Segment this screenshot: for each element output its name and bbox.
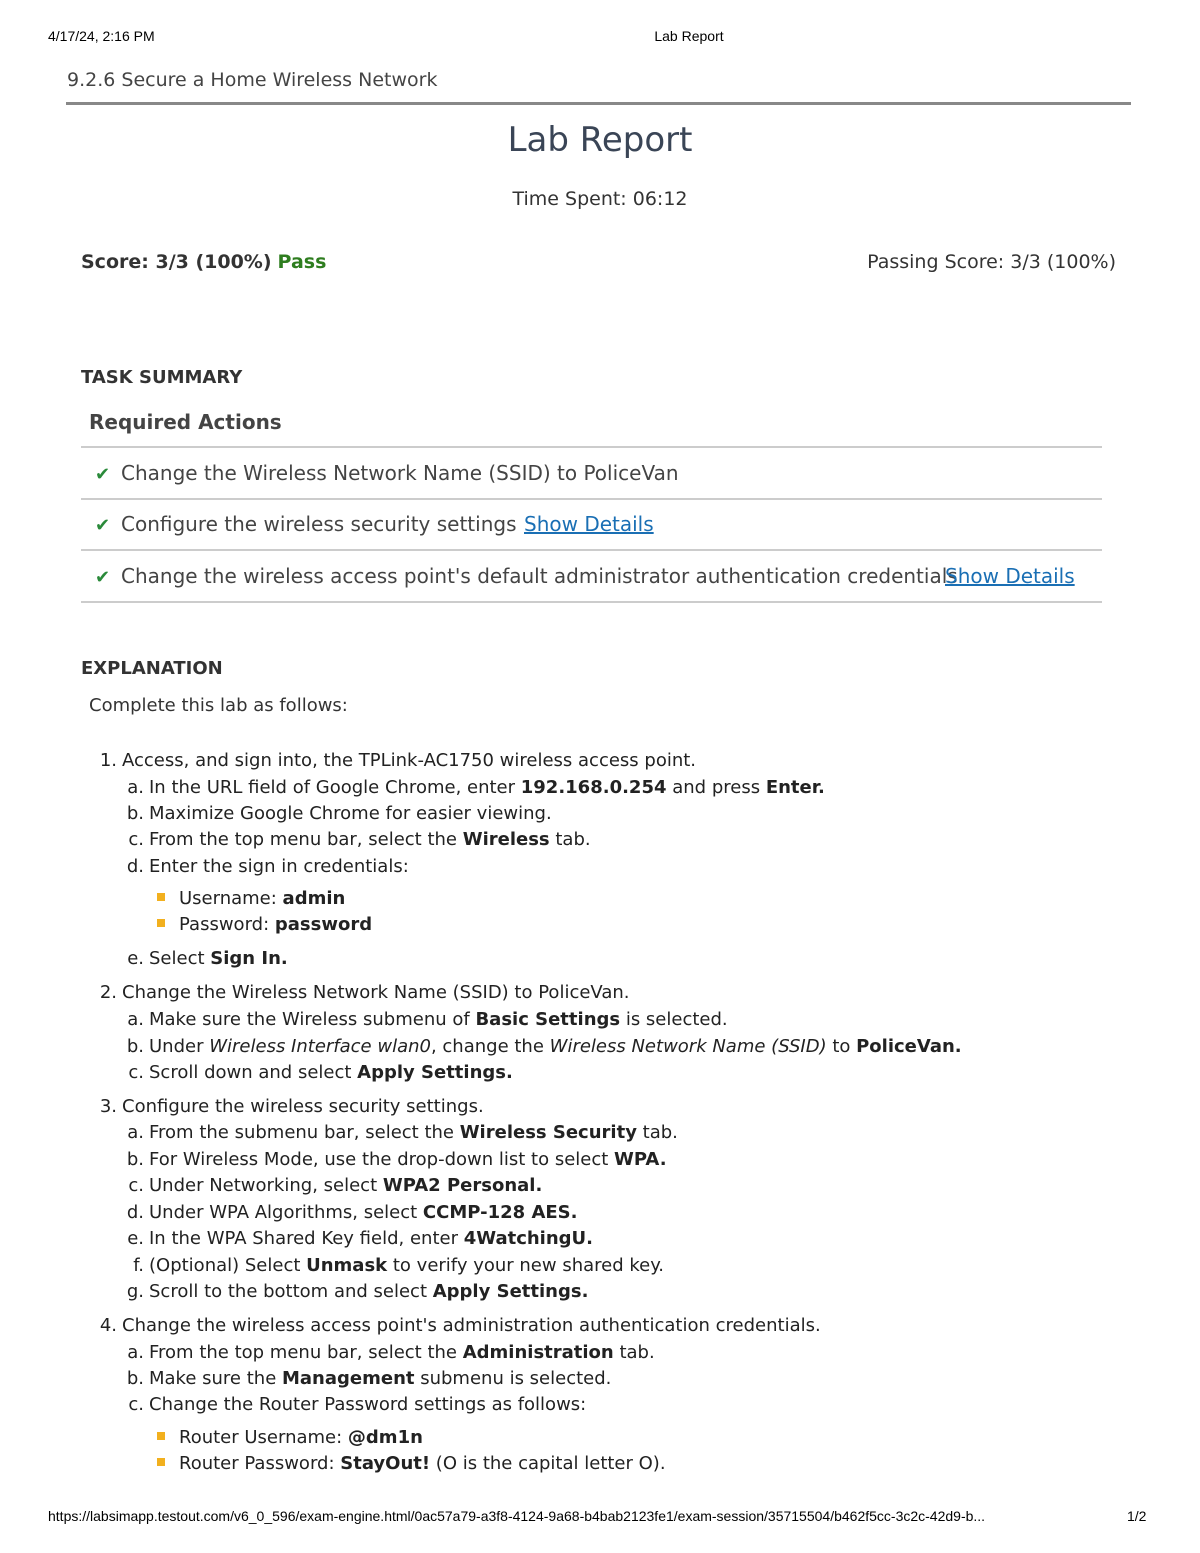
step-2 xyxy=(95,982,630,1003)
task-summary-heading: TASK SUMMARY xyxy=(81,367,243,388)
action-label: Change the wireless access point's default administrator authentication credentials xyxy=(121,564,958,588)
page-url: https://labsimapp.testout.com/v6_0_596/exam-engine.html/0ac57a79-a3f8-4124-9a68-b4bab2123fe1/exam-session/35715504/b462f5cc-3c2c-42d9-b... xyxy=(48,1508,986,1524)
step-3 xyxy=(95,1096,484,1117)
substep-letter: f. xyxy=(133,1255,144,1276)
passing-score: Passing Score: 3/3 (100%) xyxy=(867,251,1116,273)
text: Maximize Google Chrome for easier viewing. xyxy=(149,803,552,824)
text: , change the xyxy=(430,1036,550,1057)
step-4c-bullet-1 xyxy=(157,1427,423,1448)
required-action-2 xyxy=(95,512,517,542)
title-divider xyxy=(66,102,1131,105)
substep-letter: c. xyxy=(128,1394,144,1415)
step-1b xyxy=(124,803,552,824)
pass-status: Pass xyxy=(277,251,327,273)
action-label: Change the Wireless Network Name (SSID) to PoliceVan xyxy=(121,461,679,485)
step-4b xyxy=(124,1368,611,1389)
text: to verify your new shared key. xyxy=(387,1255,665,1276)
text: In the URL field of Google Chrome, enter xyxy=(149,777,521,798)
substep-letter: a. xyxy=(127,1342,144,1363)
emphasis: Unmask xyxy=(306,1255,388,1276)
checkmark-icon: ✔ xyxy=(95,567,111,588)
substep-letter: b. xyxy=(126,1368,144,1389)
step-3d xyxy=(124,1202,577,1223)
italic-term: Wireless Interface wlan0 xyxy=(209,1036,431,1057)
explanation-intro: Complete this lab as follows: xyxy=(89,695,348,716)
text: Enter the sign in credentials: xyxy=(149,856,409,877)
square-bullet-icon xyxy=(157,919,165,927)
emphasis: Basic Settings xyxy=(475,1009,621,1030)
step-4a xyxy=(124,1342,655,1363)
step-1e xyxy=(124,948,288,969)
emphasis: WPA. xyxy=(614,1149,667,1170)
step-3f xyxy=(124,1255,664,1276)
square-bullet-icon xyxy=(157,893,165,901)
step-2c xyxy=(124,1062,513,1083)
emphasis: Apply Settings. xyxy=(432,1281,589,1302)
text: From the submenu bar, select the xyxy=(149,1122,460,1143)
text: Make sure the Wireless submenu of xyxy=(149,1009,476,1030)
step-4c-bullet-2 xyxy=(157,1453,666,1474)
text: Make sure the xyxy=(149,1368,282,1389)
lab-title: 9.2.6 Secure a Home Wireless Network xyxy=(67,69,438,91)
step-3c xyxy=(124,1175,542,1196)
step-3b xyxy=(124,1149,667,1170)
emphasis: Apply Settings. xyxy=(357,1062,513,1083)
italic-term: Wireless Network Name (SSID) xyxy=(549,1036,827,1057)
explanation-heading: EXPLANATION xyxy=(81,658,223,679)
square-bullet-icon xyxy=(157,1432,165,1440)
text: Select xyxy=(149,948,211,969)
substep-letter: e. xyxy=(127,948,144,969)
show-details-link-2[interactable]: Show Details xyxy=(524,512,654,536)
text: Username: xyxy=(179,888,283,909)
substep-letter: c. xyxy=(128,1062,144,1083)
substep-letter: a. xyxy=(127,777,144,798)
text: In the WPA Shared Key field, enter xyxy=(149,1228,464,1249)
text: Scroll down and select xyxy=(149,1062,358,1083)
emphasis: PoliceVan. xyxy=(856,1036,962,1057)
print-date: 4/17/24, 2:16 PM xyxy=(48,28,155,44)
text: and press xyxy=(666,777,766,798)
emphasis: Management xyxy=(282,1368,415,1389)
step-2a xyxy=(124,1009,728,1030)
text: Router Username: xyxy=(179,1427,348,1448)
substep-letter: b. xyxy=(126,1036,144,1057)
text: Under Networking, select xyxy=(149,1175,383,1196)
square-bullet-icon xyxy=(157,1458,165,1466)
page-number: 1/2 xyxy=(1127,1508,1147,1524)
step-number: 4. xyxy=(99,1315,117,1336)
text: submenu is selected. xyxy=(414,1368,612,1389)
step-text: Configure the wireless security settings. xyxy=(122,1096,484,1117)
substep-letter: c. xyxy=(128,1175,144,1196)
emphasis: 192.168.0.254 xyxy=(520,777,667,798)
divider xyxy=(81,549,1102,551)
text: tab. xyxy=(613,1342,655,1363)
score-text: Score: 3/3 (100%) xyxy=(81,251,272,273)
show-details-link-3[interactable]: Show Details xyxy=(945,564,1075,588)
step-1c xyxy=(124,829,591,850)
emphasis: admin xyxy=(282,888,346,909)
emphasis: Wireless xyxy=(462,829,550,850)
substep-letter: g. xyxy=(126,1281,144,1302)
text: Change the Router Password settings as follows: xyxy=(149,1394,587,1415)
step-3g xyxy=(124,1281,588,1302)
substep-letter: e. xyxy=(127,1228,144,1249)
substep-letter: d. xyxy=(126,856,144,877)
emphasis: StayOut! xyxy=(340,1453,431,1474)
substep-letter: d. xyxy=(126,1202,144,1223)
step-4c xyxy=(124,1394,586,1415)
step-1d xyxy=(124,856,409,877)
step-text: Access, and sign into, the TPLink-AC1750 wireless access point. xyxy=(122,750,697,771)
text: tab. xyxy=(549,829,591,850)
emphasis: Enter. xyxy=(765,777,825,798)
required-actions-heading: Required Actions xyxy=(89,410,282,434)
score xyxy=(81,251,326,273)
step-number: 1. xyxy=(99,750,117,771)
step-1d-bullet-2 xyxy=(157,914,372,935)
print-title: Lab Report xyxy=(654,28,724,44)
text: tab. xyxy=(636,1122,678,1143)
emphasis: Sign In. xyxy=(210,948,288,969)
text: (Optional) Select xyxy=(149,1255,307,1276)
step-1a xyxy=(124,777,825,798)
step-2b xyxy=(124,1036,962,1057)
text: From the top menu bar, select the xyxy=(149,829,463,850)
print-footer xyxy=(0,1508,1200,1528)
report-title: Lab Report xyxy=(507,120,693,160)
text: Scroll to the bottom and select xyxy=(149,1281,433,1302)
text: For Wireless Mode, use the drop-down list to select xyxy=(149,1149,615,1170)
emphasis: WPA2 Personal. xyxy=(382,1175,543,1196)
step-4 xyxy=(95,1315,821,1336)
required-action-1 xyxy=(95,461,679,491)
step-text: Change the Wireless Network Name (SSID) to PoliceVan. xyxy=(122,982,630,1003)
step-3e xyxy=(124,1228,593,1249)
step-number: 3. xyxy=(99,1096,117,1117)
step-1 xyxy=(95,750,696,771)
emphasis: 4WatchingU. xyxy=(463,1228,593,1249)
emphasis: CCMP-128 AES. xyxy=(422,1202,578,1223)
divider xyxy=(81,601,1102,603)
step-text: Change the wireless access point's administration authentication credentials. xyxy=(122,1315,821,1336)
print-header xyxy=(0,28,1200,48)
substep-letter: c. xyxy=(128,829,144,850)
time-spent: Time Spent: 06:12 xyxy=(512,188,688,210)
checkmark-icon: ✔ xyxy=(95,464,111,485)
step-number: 2. xyxy=(99,982,117,1003)
emphasis: @dm1n xyxy=(347,1427,423,1448)
substep-letter: a. xyxy=(127,1009,144,1030)
text: (O is the capital letter O). xyxy=(430,1453,666,1474)
substep-letter: b. xyxy=(126,803,144,824)
action-label: Configure the wireless security settings xyxy=(121,512,517,536)
emphasis: password xyxy=(274,914,373,935)
divider xyxy=(81,498,1102,500)
text: Under xyxy=(149,1036,210,1057)
text: Under WPA Algorithms, select xyxy=(149,1202,423,1223)
text: Password: xyxy=(179,914,275,935)
substep-letter: a. xyxy=(127,1122,144,1143)
emphasis: Administration xyxy=(462,1342,614,1363)
text: to xyxy=(826,1036,857,1057)
checkmark-icon: ✔ xyxy=(95,515,111,536)
step-1d-bullet-1 xyxy=(157,888,345,909)
text: From the top menu bar, select the xyxy=(149,1342,463,1363)
text: is selected. xyxy=(620,1009,728,1030)
required-action-3 xyxy=(95,564,958,594)
emphasis: Wireless Security xyxy=(459,1122,637,1143)
step-3a xyxy=(124,1122,678,1143)
text: Router Password: xyxy=(179,1453,341,1474)
substep-letter: b. xyxy=(126,1149,144,1170)
divider xyxy=(81,446,1102,448)
